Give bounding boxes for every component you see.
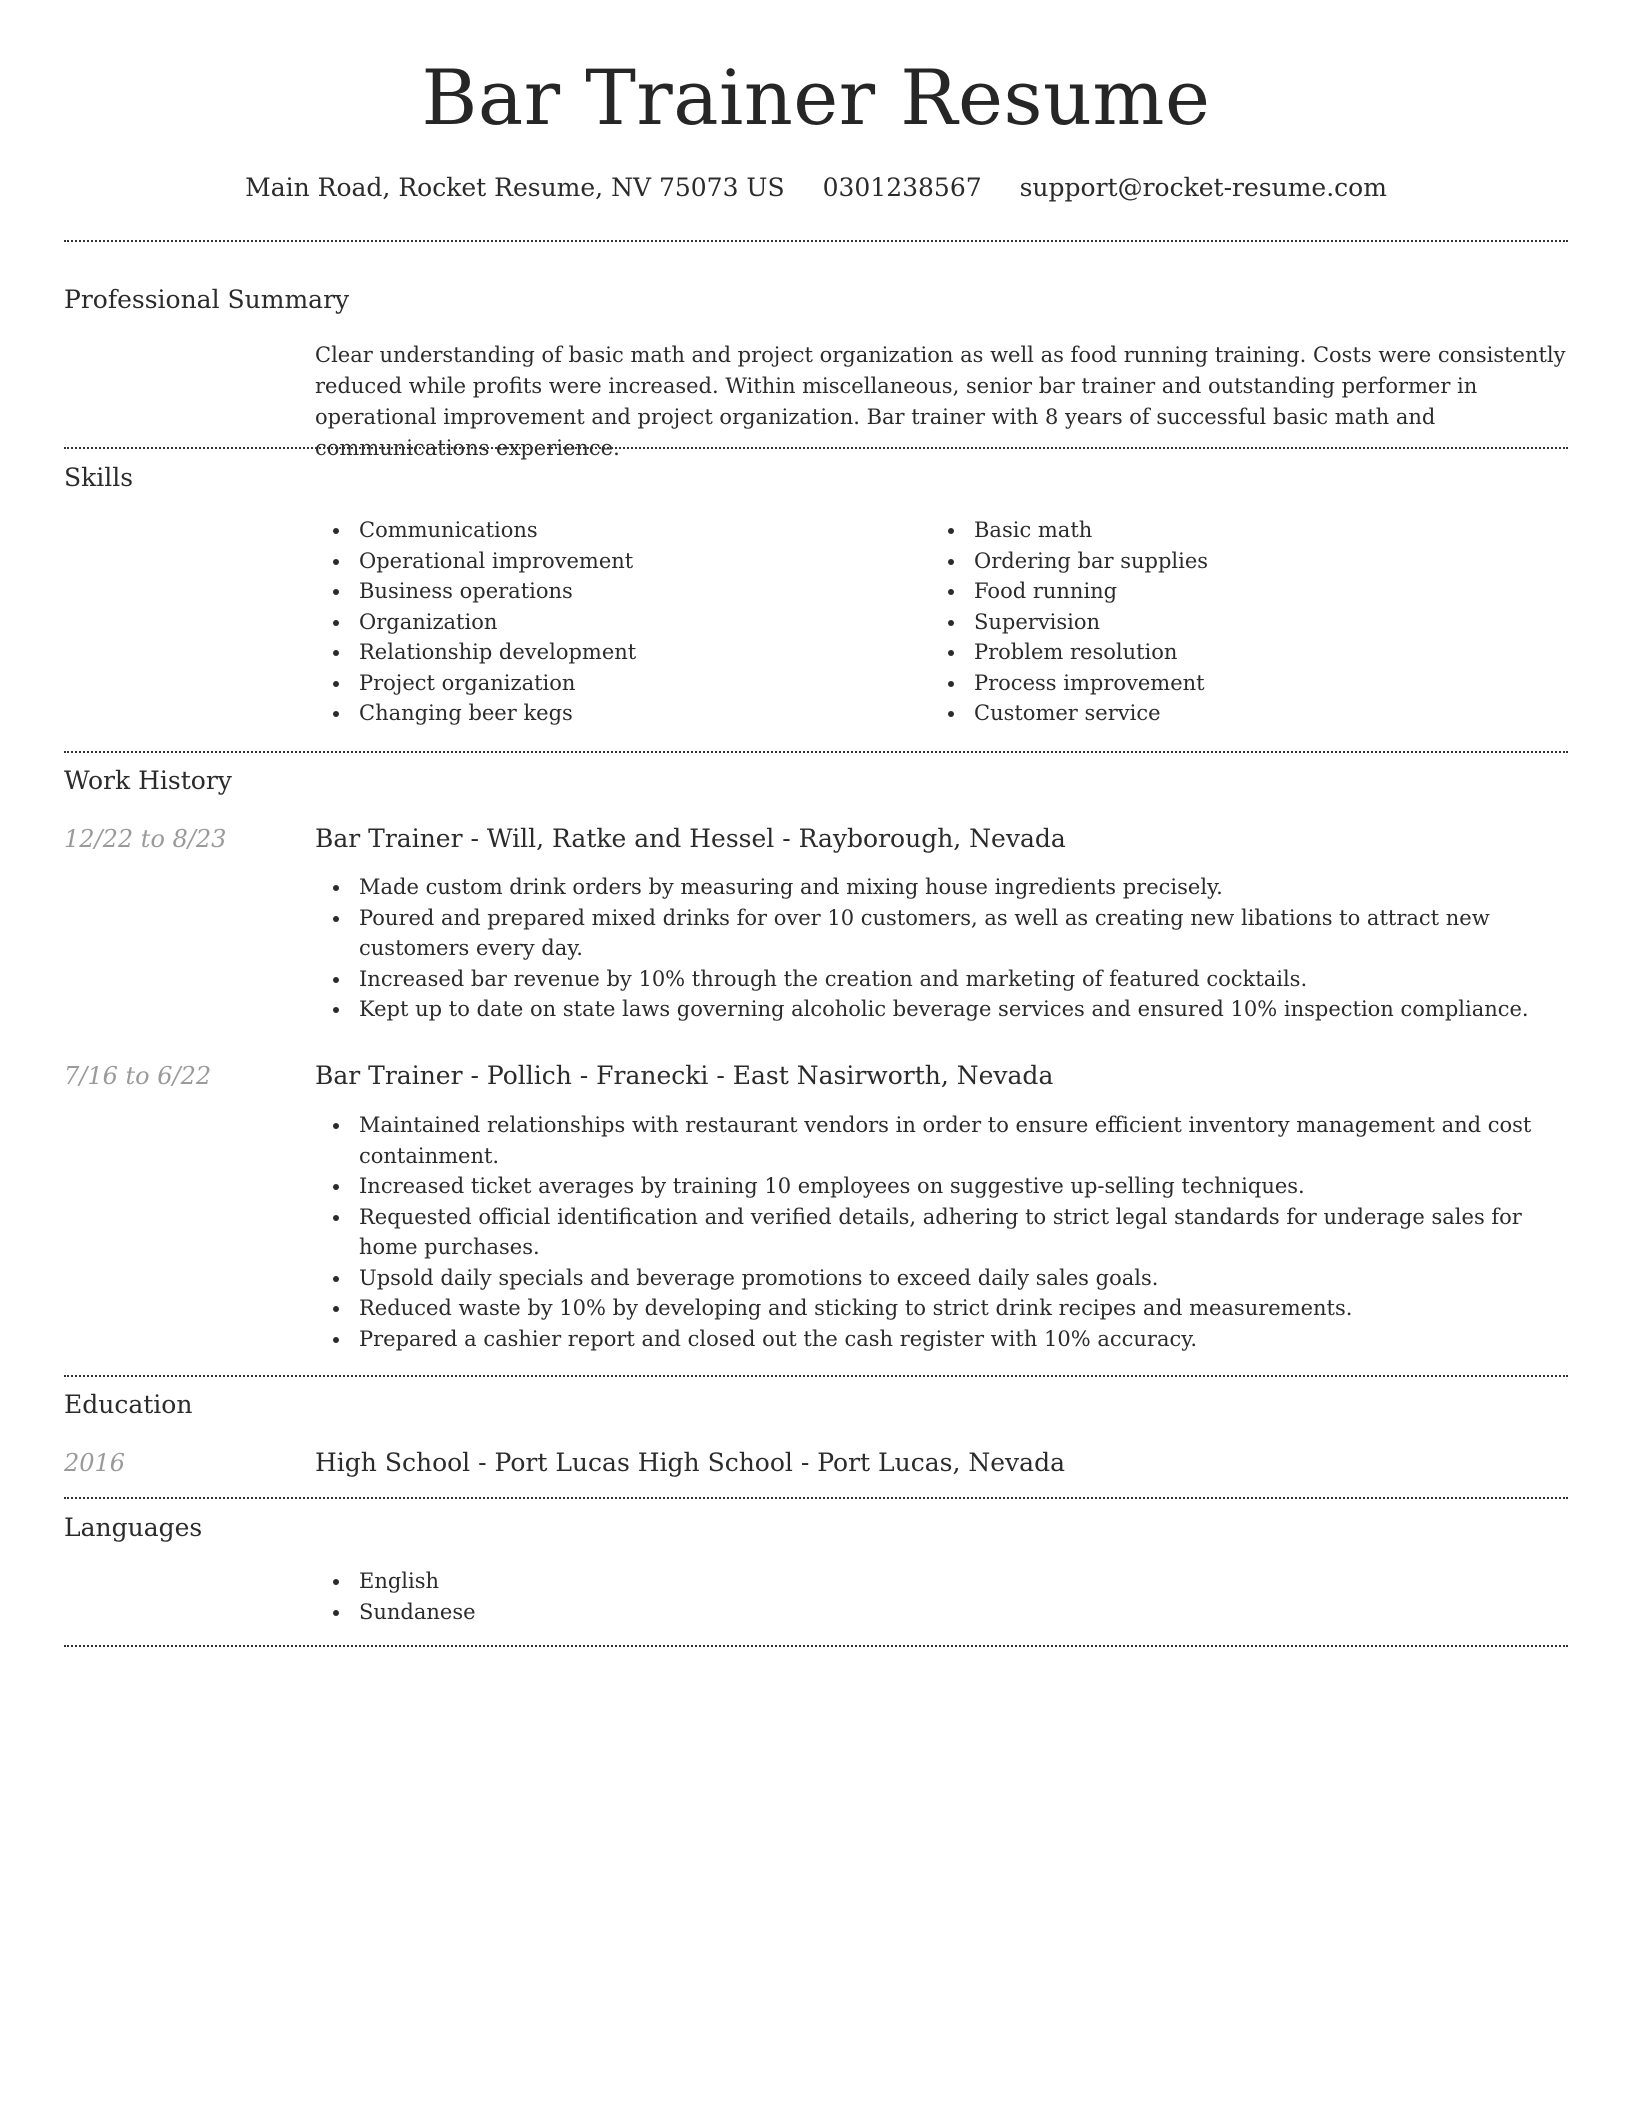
list-item: Communications — [315, 515, 875, 546]
divider — [64, 240, 1568, 242]
list-item: Upsold daily specials and beverage promotions to exceed daily sales goals. — [315, 1263, 1570, 1294]
list-item: Reduced waste by 10% by developing and sticking to strict drink recipes and measurements. — [315, 1293, 1570, 1324]
skills-list-right — [930, 515, 1530, 729]
job-bullets — [315, 1110, 1570, 1354]
list-item: Relationship development — [315, 637, 875, 668]
list-item: English — [315, 1566, 1570, 1597]
skills-list-left — [315, 515, 875, 729]
divider — [64, 1375, 1568, 1377]
list-item: Poured and prepared mixed drinks for over 10 customers, as well as creating new libations to attract new customers every day. — [315, 903, 1570, 964]
work-heading: Work History — [64, 766, 232, 795]
list-item: Ordering bar supplies — [930, 546, 1530, 577]
job-dates: 12/22 to 8/23 — [64, 825, 227, 853]
job-bullets — [315, 872, 1570, 1025]
job-title: Bar Trainer - Pollich - Franecki - East Nasirworth, Nevada — [315, 1061, 1054, 1090]
list-item: Supervision — [930, 607, 1530, 638]
list-item: Operational improvement — [315, 546, 875, 577]
education-details: - Port Lucas High School - Port Lucas, Nevada — [470, 1448, 1065, 1477]
education-heading: Education — [64, 1390, 193, 1419]
list-item: Problem resolution — [930, 637, 1530, 668]
education-degree: High School — [315, 1448, 471, 1477]
contact-email[interactable]: support@rocket-resume.com — [1019, 173, 1387, 202]
divider — [64, 751, 1568, 753]
list-item: Kept up to date on state laws governing alcoholic beverage services and ensured 10% inspection compliance. — [315, 994, 1570, 1025]
divider — [64, 1497, 1568, 1499]
contact-line — [0, 168, 1632, 208]
list-item: Project organization — [315, 668, 875, 699]
languages-heading: Languages — [64, 1513, 203, 1542]
list-item: Customer service — [930, 698, 1530, 729]
list-item: Organization — [315, 607, 875, 638]
education-year: 2016 — [64, 1449, 126, 1477]
list-item: Food running — [930, 576, 1530, 607]
list-item: Sundanese — [315, 1597, 1570, 1628]
contact-phone[interactable]: 0301238567 — [822, 173, 982, 202]
list-item: Changing beer kegs — [315, 698, 875, 729]
list-item: Process improvement — [930, 668, 1530, 699]
list-item: Increased ticket averages by training 10 employees on suggestive up-selling techniques. — [315, 1171, 1570, 1202]
resume-title: Bar Trainer Resume — [421, 53, 1211, 142]
list-item: Made custom drink orders by measuring and mixing house ingredients precisely. — [315, 872, 1570, 903]
summary-text: Clear understanding of basic math and project organization as well as food running training. Costs were consistently reduced while profits were increased. Within miscellaneous, senior bar trainer and outstanding performer in operational improvement and project organization. Bar trainer with 8 years of successful basic math and communications experience. — [315, 343, 1566, 460]
job-title: Bar Trainer - Will, Ratke and Hessel - Rayborough, Nevada — [315, 824, 1066, 853]
list-item: Basic math — [930, 515, 1530, 546]
list-item: Business operations — [315, 576, 875, 607]
list-item: Maintained relationships with restaurant vendors in order to ensure efficient inventory management and cost containment. — [315, 1110, 1570, 1171]
languages-list — [315, 1566, 1570, 1627]
contact-address: Main Road, Rocket Resume, NV 75073 US — [245, 173, 785, 202]
list-item: Increased bar revenue by 10% through the creation and marketing of featured cocktails. — [315, 964, 1570, 995]
list-item: Prepared a cashier report and closed out the cash register with 10% accuracy. — [315, 1324, 1570, 1355]
job-dates: 7/16 to 6/22 — [64, 1062, 212, 1090]
education-entry — [315, 1445, 1065, 1481]
divider — [64, 447, 1568, 449]
divider — [64, 1645, 1568, 1647]
list-item: Requested official identification and verified details, adhering to strict legal standards for underage sales for home purchases. — [315, 1202, 1570, 1263]
skills-heading: Skills — [64, 463, 134, 492]
summary-heading: Professional Summary — [64, 285, 350, 314]
